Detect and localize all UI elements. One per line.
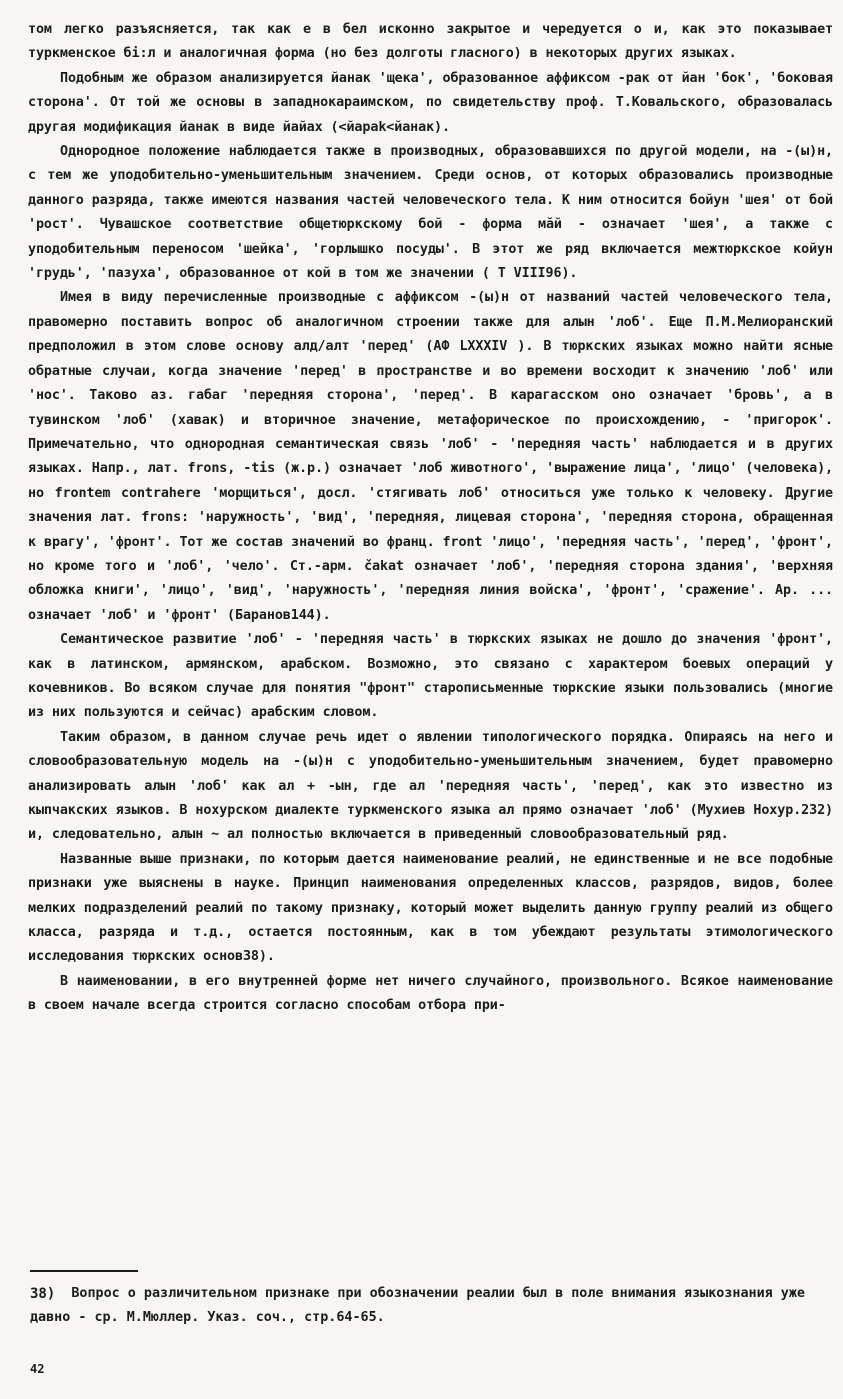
page-body [28,18,833,1019]
footnote-text: Вопрос о различительном признаке при обозначении реалии был в поле внимания языкознания уже давно - ср. М.Мюллер. Указ. соч., стр.64-65. [30,1286,805,1325]
paragraph-3: Однородное положение наблюдается также в производных, образовавшихся по другой модели, на -(ы)н, с тем же уподобительно-уменьшительным значением. Среди основ, от которых образовались производные данного разряда, также имеются названия частей человеческого тела. К ним относится бойун 'шея' от бой 'рост'. Чувашское соответствие общетюркскому бой - форма мăй - означает 'шея', а также с уподобительным переносом 'шейка', 'горлышко посуды'. В этот же ряд включается межтюркское койун 'грудь', 'пазуха', образованное от кой в том же значении ( Т VIII96). [28,144,833,282]
paragraph-4: Имея в виду перечисленные производные с аффиксом -(ы)н от названий частей человеческого тела, правомерно поставить вопрос об аналогичном строении также для алын 'лоб'. Еще П.М.Мелиоранский предположил в этом слове основу алд/алт 'перед' (АФ LXXXIV ). В тюркских языках можно найти ясные обратные случаи, когда значение 'перед' в пространстве и во времени восходит к значению 'лоб' или 'нос'. Таково аз. габаг 'передняя сторона', 'перед'. В карагасском оно означает 'бровь', а в тувинском 'лоб' (хавак) и вторичное значение, метафорическое по происхождению, - 'пригорок'. Примечательно, что однородная семантическая связь 'лоб' - 'передняя часть' наблюдается и в других языках. Напр., лат. frons, -tis (ж.р.) означает 'лоб животного', 'выражение лица', 'лицо' (человека), но frontem contrahere 'морщиться', досл. 'стягивать лоб' относиться уже только к человеку. Другие значения лат. frons: 'наружность', 'вид', 'передняя, лицевая сторона', 'передняя сторона, обращенная к врагу', 'фронт'. Тот же состав значений во франц. front 'лицо', 'передняя часть', 'перед', 'фронт', но кроме того и 'лоб', 'чело'. Ст.-арм. čakat означает 'лоб', 'передняя сторона здания', 'верхняя обложка книги', 'лицо', 'вид', 'наружность', 'передняя линия войска', 'фронт', 'сражение'. Ар. ... означает 'лоб' и 'фронт' (Баранов144). [28,290,833,623]
paragraph-8: В наименовании, в его внутренней форме нет ничего случайного, произвольного. Всякое наименование в своем начале всегда строится согласно способам отбора при- [28,973,833,1014]
footnote-marker: 38) [30,1286,56,1302]
footnote [30,1282,825,1330]
footnote-divider [30,1270,138,1272]
page-number: 42 [30,1362,45,1376]
paragraph-6: Таким образом, в данном случае речь идет о явлении типологического порядка. Опираясь на него и словообразовательную модель на -(ы)н с уподобительно-уменьшительным значением, будет правомерно анализировать алын 'лоб' как ал + -ын, где ал 'передняя часть', 'перед', как это известно из кыпчакских языков. В нохурском диалекте туркменского языка ал прямо означает 'лоб' (Мухиев Нохур.232) и, следовательно, алын ~ ал полностью включается в приведенный словообразовательный ряд. [28,729,833,843]
paragraph-7: Названные выше признаки, по которым дается наименование реалий, не единственные и не все подобные признаки уже выяснены в науке. Принцип наименования определенных классов, разрядов, видов, более мелких подразделений реалий по такому признаку, который может выделить данную группу реалий из общего класса, разряда и т.д., остается постоянным, как в том убеждают результаты этимологического исследования тюркских основ38). [28,851,833,965]
paragraph-5: Семантическое развитие 'лоб' - 'передняя часть' в тюркских языках не дошло до значения 'фронт', как в латинском, армянском, арабском. Возможно, это связано с характером боевых операций у кочевников. Во всяком случае для понятия "фронт" старописьменные тюркские языки пользовались (многие из них пользуются и сейчас) арабским словом. [28,632,833,721]
paragraph-2: Подобным же образом анализируется йанак 'щека', образованное аффиксом -рак от йан 'бок', 'боковая сторона'. От той же основы в западнокараимском, по свидетельству проф. Т.Ковальского, образовалась другая модификация йанак в виде йайах (<йараk<йанак). [28,70,833,135]
paragraph-1: том легко разъясняется, так как е в бел исконно закрытое и чередуется о и, как это показывает туркменское бі:л и аналогичная форма (но без долготы гласного) в некоторых других языках. [28,22,833,62]
